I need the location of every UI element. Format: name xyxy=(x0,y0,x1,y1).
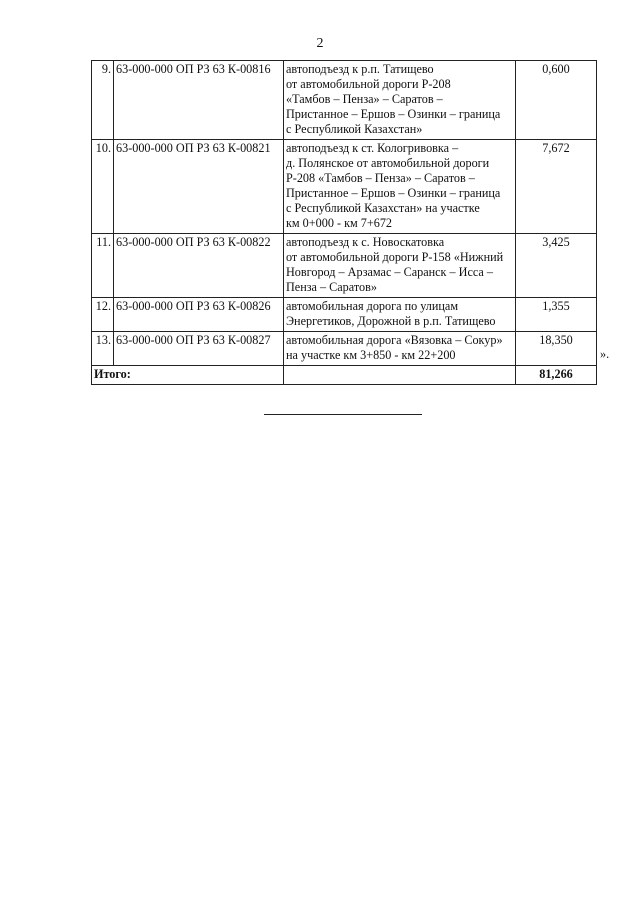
table-row xyxy=(92,61,597,140)
table-row xyxy=(92,234,597,298)
road-length: 3,425 xyxy=(516,234,597,298)
total-row xyxy=(92,366,597,385)
road-length: 7,672 xyxy=(516,140,597,234)
row-number: 11. xyxy=(92,234,114,298)
road-name: автомобильная дорога по улицам Энергетиков, Дорожной в р.п. Татищево xyxy=(284,298,516,332)
table-row xyxy=(92,332,597,366)
road-name: автоподъезд к с. Новоскатовка от автомобильной дороги Р-158 «Нижний Новгород – Арзамас – Саранск – Исса – Пенза – Саратов» xyxy=(284,234,516,298)
row-number: 13. xyxy=(92,332,114,366)
row-number: 12. xyxy=(92,298,114,332)
separator-line xyxy=(264,414,422,415)
road-id: 63-000-000 ОП РЗ 63 К-00821 xyxy=(114,140,284,234)
row-number: 9. xyxy=(92,61,114,140)
road-length: 0,600 xyxy=(516,61,597,140)
road-name: автоподъезд к р.п. Татищево от автомобильной дороги Р-208 «Тамбов – Пенза» – Саратов – Пристанное – Ершов – Озинки – граница с Республикой Казахстан» xyxy=(284,61,516,140)
total-value: 81,266 xyxy=(516,366,597,385)
road-id: 63-000-000 ОП РЗ 63 К-00816 xyxy=(114,61,284,140)
road-length: 1,355 xyxy=(516,298,597,332)
row-number: 10. xyxy=(92,140,114,234)
road-id: 63-000-000 ОП РЗ 63 К-00826 xyxy=(114,298,284,332)
table-row xyxy=(92,298,597,332)
road-id: 63-000-000 ОП РЗ 63 К-00827 xyxy=(114,332,284,366)
roads-table xyxy=(91,60,597,385)
total-empty-cell xyxy=(284,366,516,385)
closing-quote: ». xyxy=(600,347,610,361)
road-name: автомобильная дорога «Вязовка – Сокур» на участке км 3+850 - км 22+200 xyxy=(284,332,516,366)
road-name: автоподъезд к ст. Кологривовка – д. Полянское от автомобильной дороги Р-208 «Тамбов – Пенза» – Саратов – Пристанное – Ершов – Озинки – граница с Республикой Казахстан» на участке км 0+000 - км 7+672 xyxy=(284,140,516,234)
page-number: 2 xyxy=(316,36,324,51)
total-label: Итого: xyxy=(92,366,284,385)
road-length: 18,350 xyxy=(516,332,597,366)
road-id: 63-000-000 ОП РЗ 63 К-00822 xyxy=(114,234,284,298)
table-row xyxy=(92,140,597,234)
